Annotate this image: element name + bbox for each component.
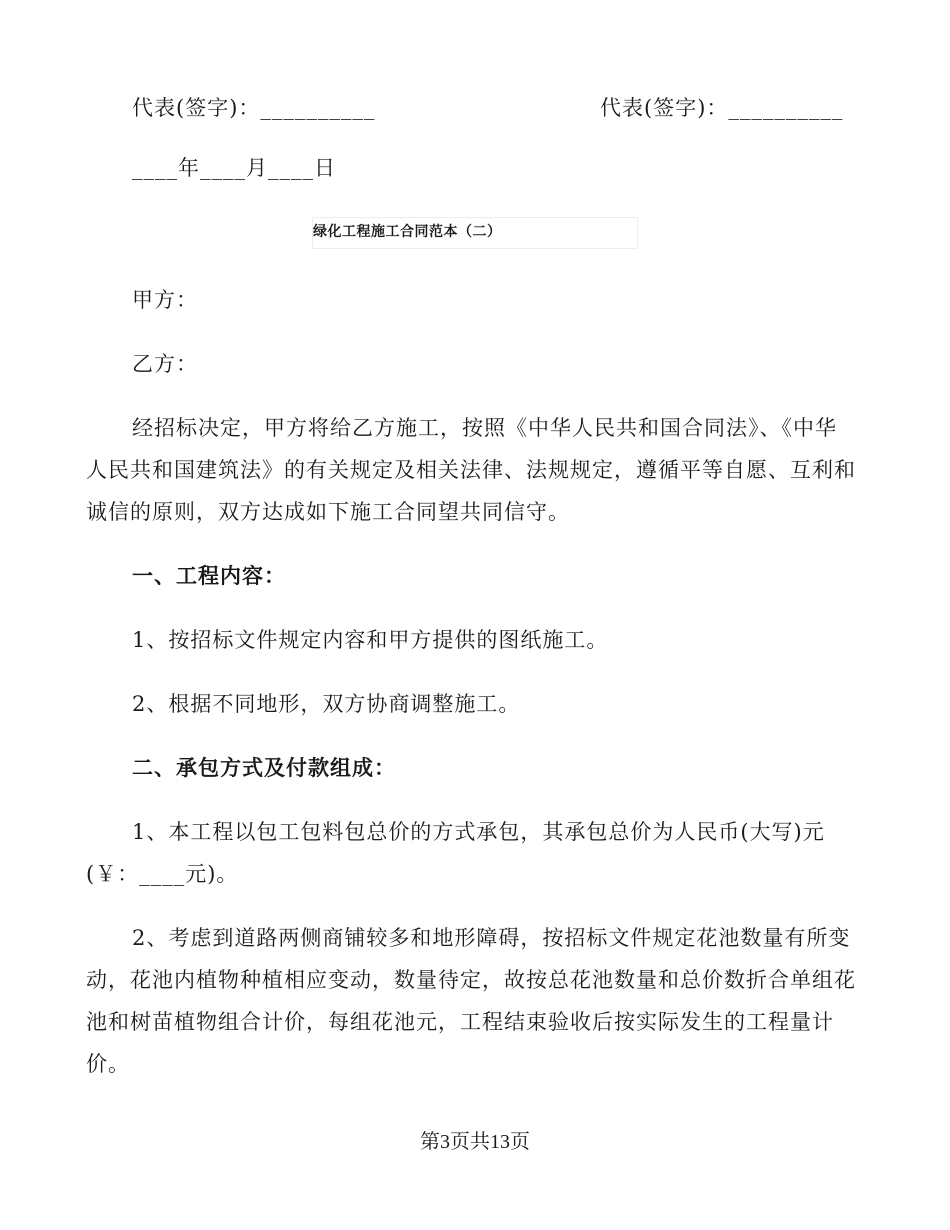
section-2-item-2-line: 价。 <box>86 1052 130 1076</box>
page-number: 第3页共13页 <box>420 1131 530 1153</box>
section-2-heading: 二、承包方式及付款组成： <box>132 755 396 780</box>
party-b-label: 乙方： <box>132 352 198 376</box>
section-2-item-2-line: 动，花池内植物种植相应变动，数量待定，故按总花池数量和总价数折合单组花 <box>86 968 856 992</box>
section-1-item: 2、根据不同地形，双方协商调整施工。 <box>132 692 521 716</box>
document-title: 绿化工程施工合同范本（二） <box>313 224 502 240</box>
section-2-item-2-line: 2、考虑到道路两侧商铺较多和地形障碍，按招标文件规定花池数量有所变 <box>132 926 851 950</box>
intro-line: 经招标决定，甲方将给乙方施工，按照《中华人民共和国合同法》、《中华 <box>132 416 837 440</box>
party-a-label: 甲方： <box>132 288 198 312</box>
section-1-heading: 一、工程内容： <box>132 563 286 588</box>
intro-line: 诚信的原则，双方达成如下施工合同望共同信守。 <box>86 500 570 524</box>
signature-right: 代表(签字)：__________ <box>600 96 844 120</box>
section-2-item-2-line: 池和树苗植物组合计价，每组花池元，工程结束验收后按实际发生的工程量计 <box>86 1010 834 1034</box>
section-2-item-1-line: (￥：____元)。 <box>86 862 239 886</box>
section-2-item-1-line: 1、本工程以包工包料包总价的方式承包，其承包总价为人民币(大写)元 <box>132 820 825 844</box>
signature-left: 代表(签字)：__________ <box>132 96 376 120</box>
section-1-item: 1、按招标文件规定内容和甲方提供的图纸施工。 <box>132 628 609 652</box>
intro-line: 人民共和国建筑法》的有关规定及相关法律、法规规定，遵循平等自愿、互利和 <box>86 458 856 482</box>
signature-date: ____年____月____日 <box>132 156 336 180</box>
